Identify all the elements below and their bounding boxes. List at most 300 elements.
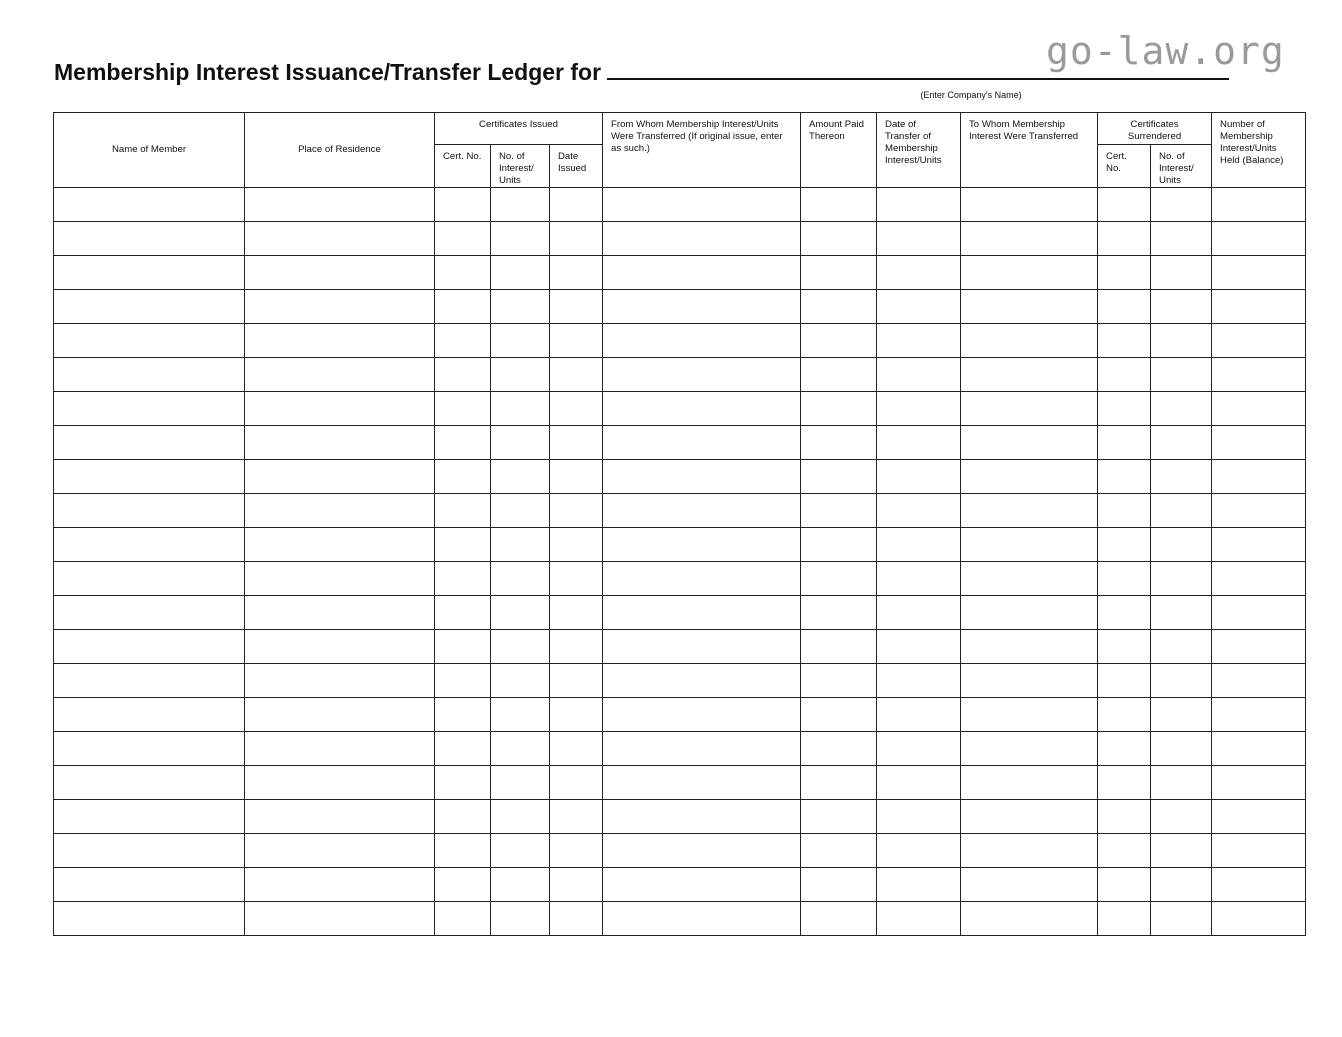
table-row xyxy=(54,732,1306,766)
table-row xyxy=(54,766,1306,800)
cell-place-of-residence[interactable] xyxy=(245,596,435,630)
cell-from-whom[interactable] xyxy=(603,290,801,324)
cell-date-of-transfer[interactable] xyxy=(877,698,961,732)
cell-surrendered-cert-no[interactable] xyxy=(1098,426,1151,460)
cell-from-whom[interactable] xyxy=(603,834,801,868)
header-issued-date: Date Issued xyxy=(550,145,603,188)
cell-from-whom[interactable] xyxy=(603,426,801,460)
cell-date-of-transfer[interactable] xyxy=(877,902,961,936)
cell-issued-date[interactable] xyxy=(550,222,603,256)
cell-issued-no-of-interest[interactable] xyxy=(491,596,550,630)
cell-date-of-transfer[interactable] xyxy=(877,868,961,902)
cell-from-whom[interactable] xyxy=(603,868,801,902)
cell-from-whom[interactable] xyxy=(603,494,801,528)
cell-amount-paid[interactable] xyxy=(801,800,877,834)
cell-amount-paid[interactable] xyxy=(801,664,877,698)
cell-issued-cert-no[interactable] xyxy=(435,664,491,698)
cell-issued-no-of-interest[interactable] xyxy=(491,222,550,256)
cell-name-of-member[interactable] xyxy=(54,460,245,494)
header-surrendered-cert-no: Cert. No. xyxy=(1098,145,1151,188)
cell-surrendered-cert-no[interactable] xyxy=(1098,290,1151,324)
cell-to-whom[interactable] xyxy=(961,188,1098,222)
cell-from-whom[interactable] xyxy=(603,800,801,834)
cell-to-whom[interactable] xyxy=(961,358,1098,392)
cell-to-whom[interactable] xyxy=(961,460,1098,494)
cell-date-of-transfer[interactable] xyxy=(877,324,961,358)
ledger-table xyxy=(53,112,1306,936)
cell-place-of-residence[interactable] xyxy=(245,902,435,936)
cell-amount-paid[interactable] xyxy=(801,256,877,290)
header-issued-no-of-interest: No. of Interest/ Units xyxy=(491,145,550,188)
cell-issued-no-of-interest[interactable] xyxy=(491,800,550,834)
table-row xyxy=(54,902,1306,936)
cell-number-held[interactable] xyxy=(1212,256,1306,290)
cell-issued-no-of-interest[interactable] xyxy=(491,562,550,596)
cell-surrendered-no-of-interest[interactable] xyxy=(1151,460,1212,494)
cell-to-whom[interactable] xyxy=(961,528,1098,562)
cell-surrendered-cert-no[interactable] xyxy=(1098,868,1151,902)
page-title-line xyxy=(54,60,1229,84)
cell-number-held[interactable] xyxy=(1212,290,1306,324)
table-row xyxy=(54,562,1306,596)
cell-surrendered-no-of-interest[interactable] xyxy=(1151,188,1212,222)
cell-issued-date[interactable] xyxy=(550,800,603,834)
cell-number-held[interactable] xyxy=(1212,800,1306,834)
cell-surrendered-no-of-interest[interactable] xyxy=(1151,256,1212,290)
cell-to-whom[interactable] xyxy=(961,222,1098,256)
table-row xyxy=(54,834,1306,868)
cell-surrendered-cert-no[interactable] xyxy=(1098,528,1151,562)
cell-date-of-transfer[interactable] xyxy=(877,426,961,460)
cell-amount-paid[interactable] xyxy=(801,188,877,222)
cell-issued-no-of-interest[interactable] xyxy=(491,834,550,868)
cell-place-of-residence[interactable] xyxy=(245,494,435,528)
cell-name-of-member[interactable] xyxy=(54,868,245,902)
cell-place-of-residence[interactable] xyxy=(245,698,435,732)
cell-from-whom[interactable] xyxy=(603,358,801,392)
cell-amount-paid[interactable] xyxy=(801,902,877,936)
cell-amount-paid[interactable] xyxy=(801,766,877,800)
cell-issued-date[interactable] xyxy=(550,766,603,800)
cell-to-whom[interactable] xyxy=(961,698,1098,732)
cell-date-of-transfer[interactable] xyxy=(877,256,961,290)
cell-surrendered-cert-no[interactable] xyxy=(1098,188,1151,222)
cell-place-of-residence[interactable] xyxy=(245,528,435,562)
header-issued-cert-no: Cert. No. xyxy=(435,145,491,188)
cell-surrendered-no-of-interest[interactable] xyxy=(1151,868,1212,902)
cell-place-of-residence[interactable] xyxy=(245,222,435,256)
cell-from-whom[interactable] xyxy=(603,222,801,256)
cell-from-whom[interactable] xyxy=(603,596,801,630)
cell-surrendered-no-of-interest[interactable] xyxy=(1151,698,1212,732)
table-row xyxy=(54,392,1306,426)
cell-issued-no-of-interest[interactable] xyxy=(491,766,550,800)
cell-name-of-member[interactable] xyxy=(54,256,245,290)
cell-place-of-residence[interactable] xyxy=(245,664,435,698)
cell-issued-date[interactable] xyxy=(550,664,603,698)
cell-name-of-member[interactable] xyxy=(54,902,245,936)
cell-place-of-residence[interactable] xyxy=(245,188,435,222)
cell-to-whom[interactable] xyxy=(961,766,1098,800)
cell-from-whom[interactable] xyxy=(603,528,801,562)
cell-number-held[interactable] xyxy=(1212,494,1306,528)
cell-surrendered-no-of-interest[interactable] xyxy=(1151,664,1212,698)
cell-date-of-transfer[interactable] xyxy=(877,290,961,324)
cell-issued-cert-no[interactable] xyxy=(435,732,491,766)
cell-issued-cert-no[interactable] xyxy=(435,868,491,902)
cell-name-of-member[interactable] xyxy=(54,426,245,460)
cell-surrendered-no-of-interest[interactable] xyxy=(1151,766,1212,800)
cell-surrendered-no-of-interest[interactable] xyxy=(1151,800,1212,834)
cell-surrendered-cert-no[interactable] xyxy=(1098,222,1151,256)
cell-issued-date[interactable] xyxy=(550,562,603,596)
table-row xyxy=(54,256,1306,290)
cell-number-held[interactable] xyxy=(1212,868,1306,902)
table-row xyxy=(54,222,1306,256)
cell-to-whom[interactable] xyxy=(961,324,1098,358)
cell-place-of-residence[interactable] xyxy=(245,800,435,834)
cell-place-of-residence[interactable] xyxy=(245,562,435,596)
cell-issued-date[interactable] xyxy=(550,358,603,392)
cell-number-held[interactable] xyxy=(1212,426,1306,460)
cell-number-held[interactable] xyxy=(1212,222,1306,256)
cell-date-of-transfer[interactable] xyxy=(877,222,961,256)
cell-surrendered-cert-no[interactable] xyxy=(1098,324,1151,358)
cell-to-whom[interactable] xyxy=(961,256,1098,290)
cell-surrendered-cert-no[interactable] xyxy=(1098,460,1151,494)
cell-name-of-member[interactable] xyxy=(54,222,245,256)
table-row xyxy=(54,426,1306,460)
cell-name-of-member[interactable] xyxy=(54,800,245,834)
cell-to-whom[interactable] xyxy=(961,902,1098,936)
cell-amount-paid[interactable] xyxy=(801,358,877,392)
cell-to-whom[interactable] xyxy=(961,562,1098,596)
cell-name-of-member[interactable] xyxy=(54,324,245,358)
cell-number-held[interactable] xyxy=(1212,834,1306,868)
cell-amount-paid[interactable] xyxy=(801,460,877,494)
cell-issued-no-of-interest[interactable] xyxy=(491,392,550,426)
cell-issued-date[interactable] xyxy=(550,834,603,868)
cell-amount-paid[interactable] xyxy=(801,290,877,324)
cell-surrendered-no-of-interest[interactable] xyxy=(1151,358,1212,392)
cell-issued-no-of-interest[interactable] xyxy=(491,256,550,290)
cell-surrendered-no-of-interest[interactable] xyxy=(1151,562,1212,596)
cell-number-held[interactable] xyxy=(1212,698,1306,732)
cell-number-held[interactable] xyxy=(1212,562,1306,596)
cell-to-whom[interactable] xyxy=(961,664,1098,698)
cell-issued-no-of-interest[interactable] xyxy=(491,902,550,936)
cell-surrendered-cert-no[interactable] xyxy=(1098,358,1151,392)
cell-surrendered-cert-no[interactable] xyxy=(1098,766,1151,800)
watermark: go-law.org xyxy=(1046,29,1285,73)
cell-issued-cert-no[interactable] xyxy=(435,596,491,630)
cell-place-of-residence[interactable] xyxy=(245,392,435,426)
header-place-of-residence: Place of Residence xyxy=(245,113,435,188)
cell-issued-cert-no[interactable] xyxy=(435,358,491,392)
cell-surrendered-cert-no[interactable] xyxy=(1098,834,1151,868)
cell-amount-paid[interactable] xyxy=(801,528,877,562)
cell-amount-paid[interactable] xyxy=(801,222,877,256)
cell-surrendered-cert-no[interactable] xyxy=(1098,392,1151,426)
cell-amount-paid[interactable] xyxy=(801,630,877,664)
cell-date-of-transfer[interactable] xyxy=(877,392,961,426)
cell-issued-no-of-interest[interactable] xyxy=(491,290,550,324)
cell-place-of-residence[interactable] xyxy=(245,358,435,392)
cell-name-of-member[interactable] xyxy=(54,834,245,868)
cell-amount-paid[interactable] xyxy=(801,596,877,630)
cell-name-of-member[interactable] xyxy=(54,630,245,664)
cell-issued-date[interactable] xyxy=(550,868,603,902)
cell-place-of-residence[interactable] xyxy=(245,630,435,664)
cell-place-of-residence[interactable] xyxy=(245,426,435,460)
cell-date-of-transfer[interactable] xyxy=(877,766,961,800)
cell-surrendered-no-of-interest[interactable] xyxy=(1151,290,1212,324)
cell-issued-cert-no[interactable] xyxy=(435,528,491,562)
company-name-hint: (Enter Company's Name) xyxy=(920,90,1022,100)
table-row xyxy=(54,596,1306,630)
cell-surrendered-cert-no[interactable] xyxy=(1098,664,1151,698)
cell-place-of-residence[interactable] xyxy=(245,256,435,290)
cell-date-of-transfer[interactable] xyxy=(877,732,961,766)
cell-issued-no-of-interest[interactable] xyxy=(491,664,550,698)
cell-date-of-transfer[interactable] xyxy=(877,562,961,596)
cell-surrendered-cert-no[interactable] xyxy=(1098,698,1151,732)
cell-name-of-member[interactable] xyxy=(54,596,245,630)
cell-issued-date[interactable] xyxy=(550,256,603,290)
cell-place-of-residence[interactable] xyxy=(245,834,435,868)
header-certificates-issued: Certificates Issued xyxy=(435,113,603,145)
cell-to-whom[interactable] xyxy=(961,494,1098,528)
cell-place-of-residence[interactable] xyxy=(245,732,435,766)
cell-to-whom[interactable] xyxy=(961,630,1098,664)
cell-surrendered-cert-no[interactable] xyxy=(1098,494,1151,528)
cell-date-of-transfer[interactable] xyxy=(877,800,961,834)
cell-number-held[interactable] xyxy=(1212,188,1306,222)
page-title: Membership Interest Issuance/Transfer Ledger for xyxy=(54,59,602,85)
cell-issued-date[interactable] xyxy=(550,426,603,460)
table-row xyxy=(54,800,1306,834)
cell-issued-no-of-interest[interactable] xyxy=(491,630,550,664)
cell-to-whom[interactable] xyxy=(961,290,1098,324)
cell-number-held[interactable] xyxy=(1212,664,1306,698)
cell-number-held[interactable] xyxy=(1212,460,1306,494)
cell-issued-cert-no[interactable] xyxy=(435,902,491,936)
cell-date-of-transfer[interactable] xyxy=(877,358,961,392)
cell-date-of-transfer[interactable] xyxy=(877,596,961,630)
cell-issued-no-of-interest[interactable] xyxy=(491,868,550,902)
cell-surrendered-no-of-interest[interactable] xyxy=(1151,324,1212,358)
cell-issued-cert-no[interactable] xyxy=(435,222,491,256)
cell-name-of-member[interactable] xyxy=(54,732,245,766)
cell-issued-no-of-interest[interactable] xyxy=(491,188,550,222)
cell-issued-no-of-interest[interactable] xyxy=(491,528,550,562)
cell-surrendered-no-of-interest[interactable] xyxy=(1151,222,1212,256)
ledger-body xyxy=(54,188,1306,936)
header-number-held: Number of Membership Interest/Units Held (Balance) xyxy=(1212,113,1306,188)
cell-issued-date[interactable] xyxy=(550,596,603,630)
cell-issued-cert-no[interactable] xyxy=(435,426,491,460)
cell-amount-paid[interactable] xyxy=(801,732,877,766)
cell-issued-cert-no[interactable] xyxy=(435,800,491,834)
header-from-whom: From Whom Membership Interest/Units Were Transferred (If original issue, enter as such.) xyxy=(603,113,801,188)
cell-number-held[interactable] xyxy=(1212,528,1306,562)
cell-from-whom[interactable] xyxy=(603,256,801,290)
cell-surrendered-no-of-interest[interactable] xyxy=(1151,426,1212,460)
cell-issued-cert-no[interactable] xyxy=(435,834,491,868)
cell-amount-paid[interactable] xyxy=(801,834,877,868)
cell-to-whom[interactable] xyxy=(961,834,1098,868)
cell-name-of-member[interactable] xyxy=(54,766,245,800)
cell-date-of-transfer[interactable] xyxy=(877,834,961,868)
cell-issued-cert-no[interactable] xyxy=(435,324,491,358)
cell-to-whom[interactable] xyxy=(961,392,1098,426)
cell-surrendered-no-of-interest[interactable] xyxy=(1151,392,1212,426)
cell-issued-cert-no[interactable] xyxy=(435,460,491,494)
cell-amount-paid[interactable] xyxy=(801,392,877,426)
table-row xyxy=(54,698,1306,732)
cell-issued-no-of-interest[interactable] xyxy=(491,358,550,392)
cell-issued-date[interactable] xyxy=(550,902,603,936)
cell-issued-no-of-interest[interactable] xyxy=(491,324,550,358)
table-row xyxy=(54,630,1306,664)
cell-issued-date[interactable] xyxy=(550,494,603,528)
cell-surrendered-cert-no[interactable] xyxy=(1098,630,1151,664)
company-name-blank[interactable] xyxy=(607,60,1229,80)
cell-issued-cert-no[interactable] xyxy=(435,188,491,222)
cell-amount-paid[interactable] xyxy=(801,562,877,596)
cell-issued-date[interactable] xyxy=(550,630,603,664)
cell-amount-paid[interactable] xyxy=(801,494,877,528)
cell-surrendered-cert-no[interactable] xyxy=(1098,902,1151,936)
cell-surrendered-no-of-interest[interactable] xyxy=(1151,630,1212,664)
cell-from-whom[interactable] xyxy=(603,630,801,664)
cell-surrendered-no-of-interest[interactable] xyxy=(1151,834,1212,868)
cell-name-of-member[interactable] xyxy=(54,562,245,596)
cell-issued-cert-no[interactable] xyxy=(435,392,491,426)
cell-date-of-transfer[interactable] xyxy=(877,664,961,698)
cell-to-whom[interactable] xyxy=(961,800,1098,834)
cell-place-of-residence[interactable] xyxy=(245,324,435,358)
cell-surrendered-no-of-interest[interactable] xyxy=(1151,732,1212,766)
cell-issued-date[interactable] xyxy=(550,528,603,562)
cell-amount-paid[interactable] xyxy=(801,868,877,902)
cell-name-of-member[interactable] xyxy=(54,664,245,698)
cell-from-whom[interactable] xyxy=(603,766,801,800)
cell-date-of-transfer[interactable] xyxy=(877,460,961,494)
cell-surrendered-cert-no[interactable] xyxy=(1098,562,1151,596)
cell-issued-cert-no[interactable] xyxy=(435,290,491,324)
header-amount-paid: Amount Paid Thereon xyxy=(801,113,877,188)
cell-issued-cert-no[interactable] xyxy=(435,562,491,596)
cell-surrendered-no-of-interest[interactable] xyxy=(1151,494,1212,528)
cell-place-of-residence[interactable] xyxy=(245,766,435,800)
cell-from-whom[interactable] xyxy=(603,732,801,766)
cell-issued-date[interactable] xyxy=(550,324,603,358)
cell-from-whom[interactable] xyxy=(603,664,801,698)
cell-place-of-residence[interactable] xyxy=(245,868,435,902)
cell-name-of-member[interactable] xyxy=(54,358,245,392)
cell-surrendered-no-of-interest[interactable] xyxy=(1151,902,1212,936)
table-row xyxy=(54,868,1306,902)
cell-surrendered-cert-no[interactable] xyxy=(1098,800,1151,834)
cell-number-held[interactable] xyxy=(1212,766,1306,800)
cell-name-of-member[interactable] xyxy=(54,188,245,222)
cell-from-whom[interactable] xyxy=(603,562,801,596)
cell-number-held[interactable] xyxy=(1212,358,1306,392)
table-row xyxy=(54,290,1306,324)
cell-issued-cert-no[interactable] xyxy=(435,630,491,664)
cell-issued-cert-no[interactable] xyxy=(435,698,491,732)
cell-issued-cert-no[interactable] xyxy=(435,256,491,290)
cell-amount-paid[interactable] xyxy=(801,698,877,732)
cell-surrendered-no-of-interest[interactable] xyxy=(1151,596,1212,630)
cell-issued-no-of-interest[interactable] xyxy=(491,698,550,732)
cell-name-of-member[interactable] xyxy=(54,392,245,426)
cell-number-held[interactable] xyxy=(1212,596,1306,630)
cell-issued-no-of-interest[interactable] xyxy=(491,426,550,460)
cell-issued-no-of-interest[interactable] xyxy=(491,494,550,528)
cell-issued-date[interactable] xyxy=(550,732,603,766)
cell-from-whom[interactable] xyxy=(603,188,801,222)
cell-issued-date[interactable] xyxy=(550,460,603,494)
cell-to-whom[interactable] xyxy=(961,426,1098,460)
table-row xyxy=(54,188,1306,222)
cell-surrendered-cert-no[interactable] xyxy=(1098,596,1151,630)
cell-from-whom[interactable] xyxy=(603,460,801,494)
cell-name-of-member[interactable] xyxy=(54,290,245,324)
cell-from-whom[interactable] xyxy=(603,392,801,426)
cell-date-of-transfer[interactable] xyxy=(877,188,961,222)
cell-from-whom[interactable] xyxy=(603,698,801,732)
cell-issued-date[interactable] xyxy=(550,698,603,732)
cell-place-of-residence[interactable] xyxy=(245,290,435,324)
cell-place-of-residence[interactable] xyxy=(245,460,435,494)
header-surrendered-no-of-interest: No. of Interest/ Units xyxy=(1151,145,1212,188)
cell-issued-no-of-interest[interactable] xyxy=(491,732,550,766)
cell-surrendered-cert-no[interactable] xyxy=(1098,732,1151,766)
cell-issued-date[interactable] xyxy=(550,290,603,324)
cell-issued-cert-no[interactable] xyxy=(435,494,491,528)
table-row xyxy=(54,358,1306,392)
cell-to-whom[interactable] xyxy=(961,732,1098,766)
cell-date-of-transfer[interactable] xyxy=(877,630,961,664)
cell-amount-paid[interactable] xyxy=(801,426,877,460)
cell-to-whom[interactable] xyxy=(961,868,1098,902)
table-row xyxy=(54,494,1306,528)
cell-issued-date[interactable] xyxy=(550,392,603,426)
cell-date-of-transfer[interactable] xyxy=(877,494,961,528)
cell-issued-date[interactable] xyxy=(550,188,603,222)
cell-issued-no-of-interest[interactable] xyxy=(491,460,550,494)
cell-name-of-member[interactable] xyxy=(54,528,245,562)
cell-number-held[interactable] xyxy=(1212,732,1306,766)
cell-name-of-member[interactable] xyxy=(54,494,245,528)
cell-amount-paid[interactable] xyxy=(801,324,877,358)
cell-date-of-transfer[interactable] xyxy=(877,528,961,562)
cell-number-held[interactable] xyxy=(1212,392,1306,426)
cell-surrendered-no-of-interest[interactable] xyxy=(1151,528,1212,562)
cell-surrendered-cert-no[interactable] xyxy=(1098,256,1151,290)
cell-from-whom[interactable] xyxy=(603,324,801,358)
cell-from-whom[interactable] xyxy=(603,902,801,936)
cell-number-held[interactable] xyxy=(1212,630,1306,664)
header-name-of-member: Name of Member xyxy=(54,113,245,188)
cell-number-held[interactable] xyxy=(1212,902,1306,936)
cell-to-whom[interactable] xyxy=(961,596,1098,630)
cell-number-held[interactable] xyxy=(1212,324,1306,358)
cell-name-of-member[interactable] xyxy=(54,698,245,732)
cell-issued-cert-no[interactable] xyxy=(435,766,491,800)
